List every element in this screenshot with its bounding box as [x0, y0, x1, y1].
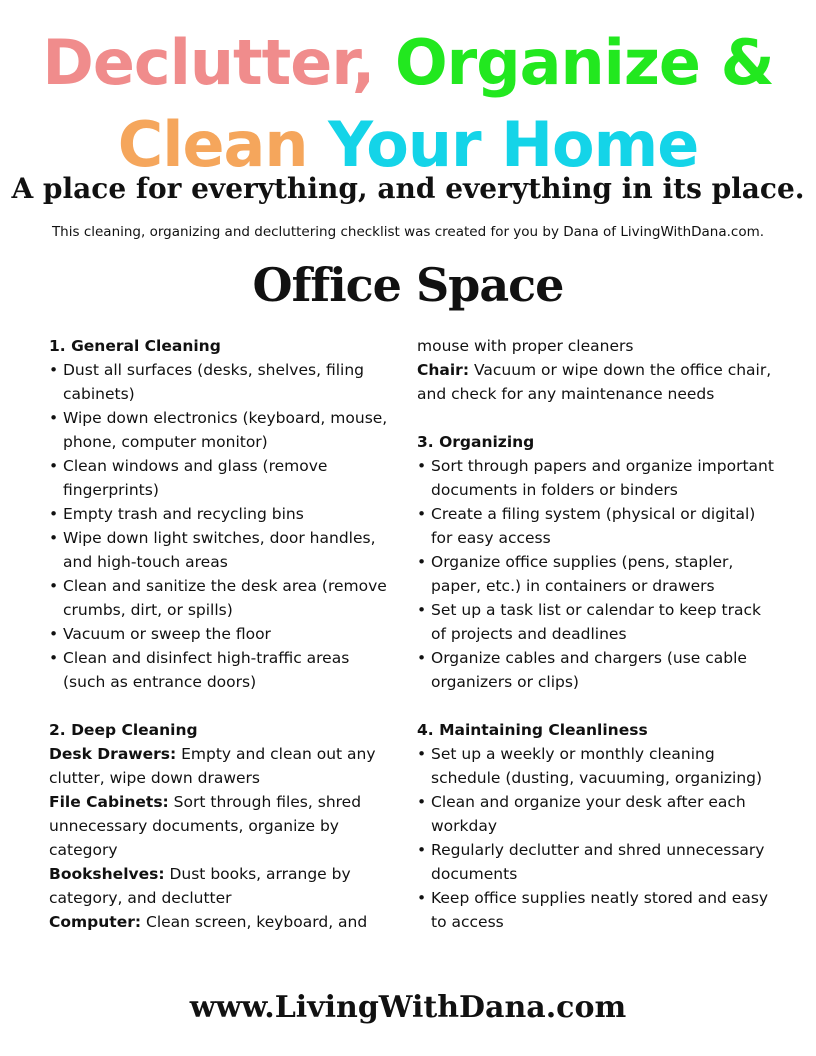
list-item: • Create a filing system (physical or digital) for easy access: [417, 502, 777, 550]
list-item: • Set up a weekly or monthly cleaning schedule (dusting, vacuuming, organizing): [417, 742, 777, 790]
deep-item-text: Clean screen, keyboard, and: [141, 913, 368, 931]
list-item: • Clean and sanitize the desk area (remove crumbs, dirt, or spills): [49, 574, 389, 622]
deep-item-text: Sort through files, shred unnecessary documents, organize by category: [49, 793, 362, 859]
maintaining-list: [417, 742, 777, 934]
title-line-1: [0, 26, 816, 99]
list-item: • Dust all surfaces (desks, shelves, filing cabinets): [49, 358, 389, 406]
title-line-2: [0, 108, 816, 181]
general-cleaning-heading: 1. General Cleaning: [49, 337, 221, 355]
section-title: Office Space: [252, 258, 564, 312]
title-clean: Clean: [117, 108, 329, 181]
deep-item-computer: [49, 910, 389, 934]
list-item: • Vacuum or sweep the floor: [49, 622, 389, 646]
deep-item-label: File Cabinets:: [49, 793, 169, 811]
deep-item-text: Empty and clean out any clutter, wipe down drawers: [49, 745, 376, 787]
list-item: • Clean and disinfect high-traffic areas (such as entrance doors): [49, 646, 389, 694]
list-item: • Organize cables and chargers (use cable organizers or clips): [417, 646, 777, 694]
deep-item-label: Computer:: [49, 913, 142, 931]
deep-item-text: Vacuum or wipe down the office chair, and check for any maintenance needs: [417, 361, 772, 403]
maintaining-heading: 4. Maintaining Cleanliness: [417, 721, 648, 739]
left-column: [49, 334, 389, 934]
deep-item-bookshelves: [49, 862, 389, 910]
list-item: • Wipe down electronics (keyboard, mouse, phone, computer monitor): [49, 406, 389, 454]
credit-line: This cleaning, organizing and decluttering checklist was created for you by Dana of LivingWithDana.com.: [51, 224, 765, 240]
list-item: • Regularly declutter and shred unnecessary documents: [417, 838, 777, 886]
general-cleaning-list: [49, 358, 389, 694]
list-item: • Keep office supplies neatly stored and easy to access: [417, 886, 777, 934]
organizing-list: [417, 454, 777, 694]
deep-item-label: Desk Drawers:: [49, 745, 177, 763]
deep-item-chair: [417, 358, 777, 406]
deep-item-label: Bookshelves:: [49, 865, 165, 883]
title-your-home: Your Home: [328, 108, 699, 181]
deep-item-desk-drawers: [49, 742, 389, 790]
deep-item-file-cabinets: [49, 790, 389, 862]
title-organize: Organize &: [394, 26, 774, 99]
list-item: • Clean windows and glass (remove fingerprints): [49, 454, 389, 502]
title-declutter: Declutter,: [42, 26, 395, 99]
deep-item-label: Chair:: [417, 361, 470, 379]
tagline: A place for everything, and everything in its place.: [11, 172, 805, 205]
list-item: • Organize office supplies (pens, stapler, paper, etc.) in containers or drawers: [417, 550, 777, 598]
right-column: [417, 334, 777, 958]
deep-item-computer-continued: mouse with proper cleaners: [417, 337, 634, 355]
list-item: • Set up a task list or calendar to keep track of projects and deadlines: [417, 598, 777, 646]
deep-cleaning-heading: 2. Deep Cleaning: [49, 721, 198, 739]
list-item: • Sort through papers and organize important documents in folders or binders: [417, 454, 777, 502]
list-item: • Clean and organize your desk after each workday: [417, 790, 777, 838]
organizing-heading: 3. Organizing: [417, 433, 535, 451]
list-item: • Wipe down light switches, door handles, and high-touch areas: [49, 526, 389, 574]
list-item: • Empty trash and recycling bins: [49, 502, 389, 526]
footer-website: www.LivingWithDana.com: [189, 990, 627, 1025]
deep-item-text: Dust books, arrange by category, and declutter: [49, 865, 351, 907]
